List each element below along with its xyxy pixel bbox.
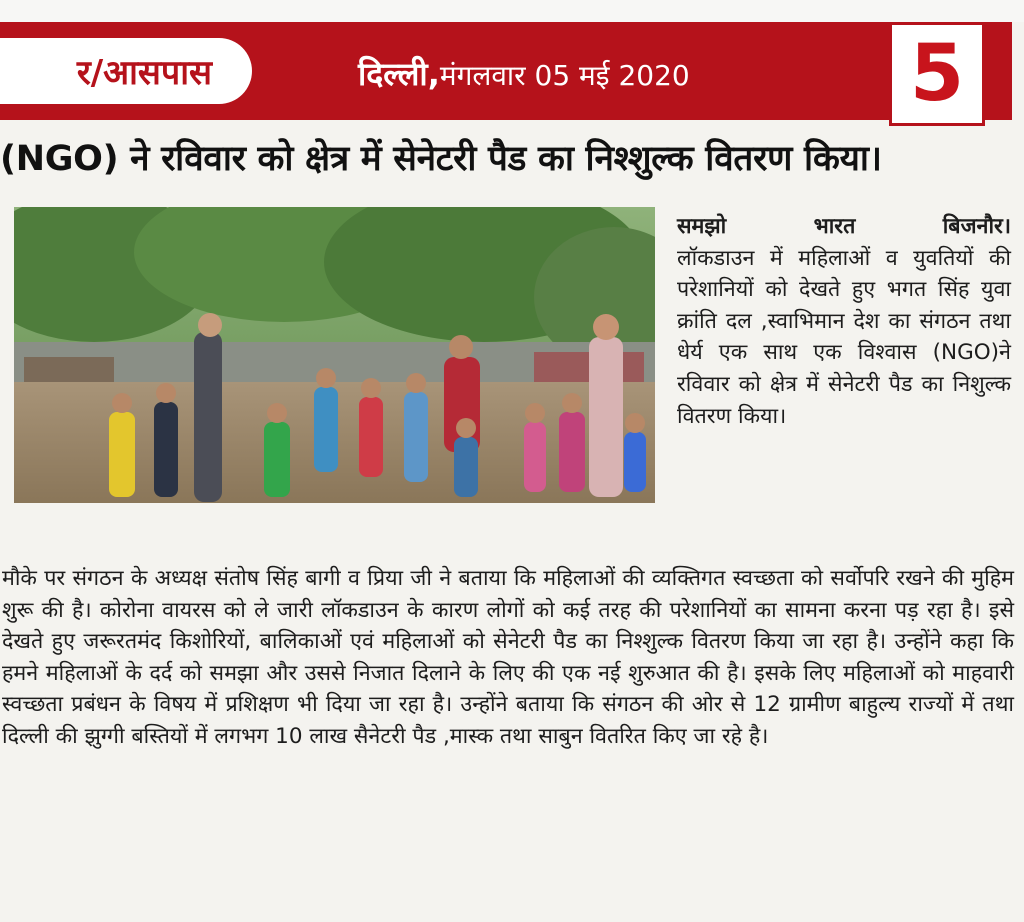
article-intro-column [677, 211, 1011, 432]
article-photo [14, 207, 655, 503]
page-number-box [889, 22, 985, 126]
photo-group-children-masks-icon [14, 207, 655, 503]
dateline [358, 52, 690, 96]
section-label: र/आसपास [76, 53, 212, 93]
dateline-date: मंगलवार 05 मई 2020 [439, 59, 690, 92]
article-byline: समझो भारत बिजनौर। [677, 214, 1011, 239]
section-label-tab [0, 38, 252, 104]
article-body: मौके पर संगठन के अध्यक्ष संतोष सिंह बागी व प्रिया जी ने बताया कि महिलाओं की व्यक्तिगत स्वच्छता को सर्वोपरि रखने की मुहिम शुरू की है। कोरोना वायरस को ले जारी लॉकडाउन के कारण लोगों को कई तरह की परेशानियों का सामना करना पड़ रहा है। इसे देखते हुए जरूरतमंद किशोरियों, बालिकाओं एवं महिलाओं को सेनेटरी पैड का निश्शुल्क वितरण किया जा रहा है। उन्होंने कहा कि हमने महिलाओं के दर्द को समझा और उससे निजात दिलाने के लिए की एक नई शुरुआत की है। इसके लिए महिलाओं को माहवारी स्वच्छता प्रबंधन के विषय में प्रशिक्षण भी दिया जा रहा है। उन्होंने बताया कि संगठन की ओर से 12 ग्रामीण बाहुल्य राज्यों में तथा दिल्ली की झुग्गी बस्तियों में लगभग 10 लाख सैनेटरी पैड ,मास्क तथा साबुन वितरित किए जा रहे है। [2, 566, 1014, 749]
top-margin-strip [0, 0, 1024, 22]
page-number: 5 [909, 29, 965, 119]
article-intro: लॉकडाउन में महिलाओं व युवतियों की परेशानियों को देखते हुए भगत सिंह युवा क्रांति दल ,स्वाभिमान देश का संगठन तथा धेर्य एक साथ एक विश्वास (NGO)ने रविवार को क्षेत्र में सेनेटरी पैड का निशुल्क वितरण किया। [677, 245, 1011, 429]
dateline-city: दिल्ली, [358, 55, 440, 93]
article-headline: (NGO) ने रविवार को क्षेत्र में सेनेटरी पैड का निश्शुल्क वितरण किया। [0, 139, 882, 179]
